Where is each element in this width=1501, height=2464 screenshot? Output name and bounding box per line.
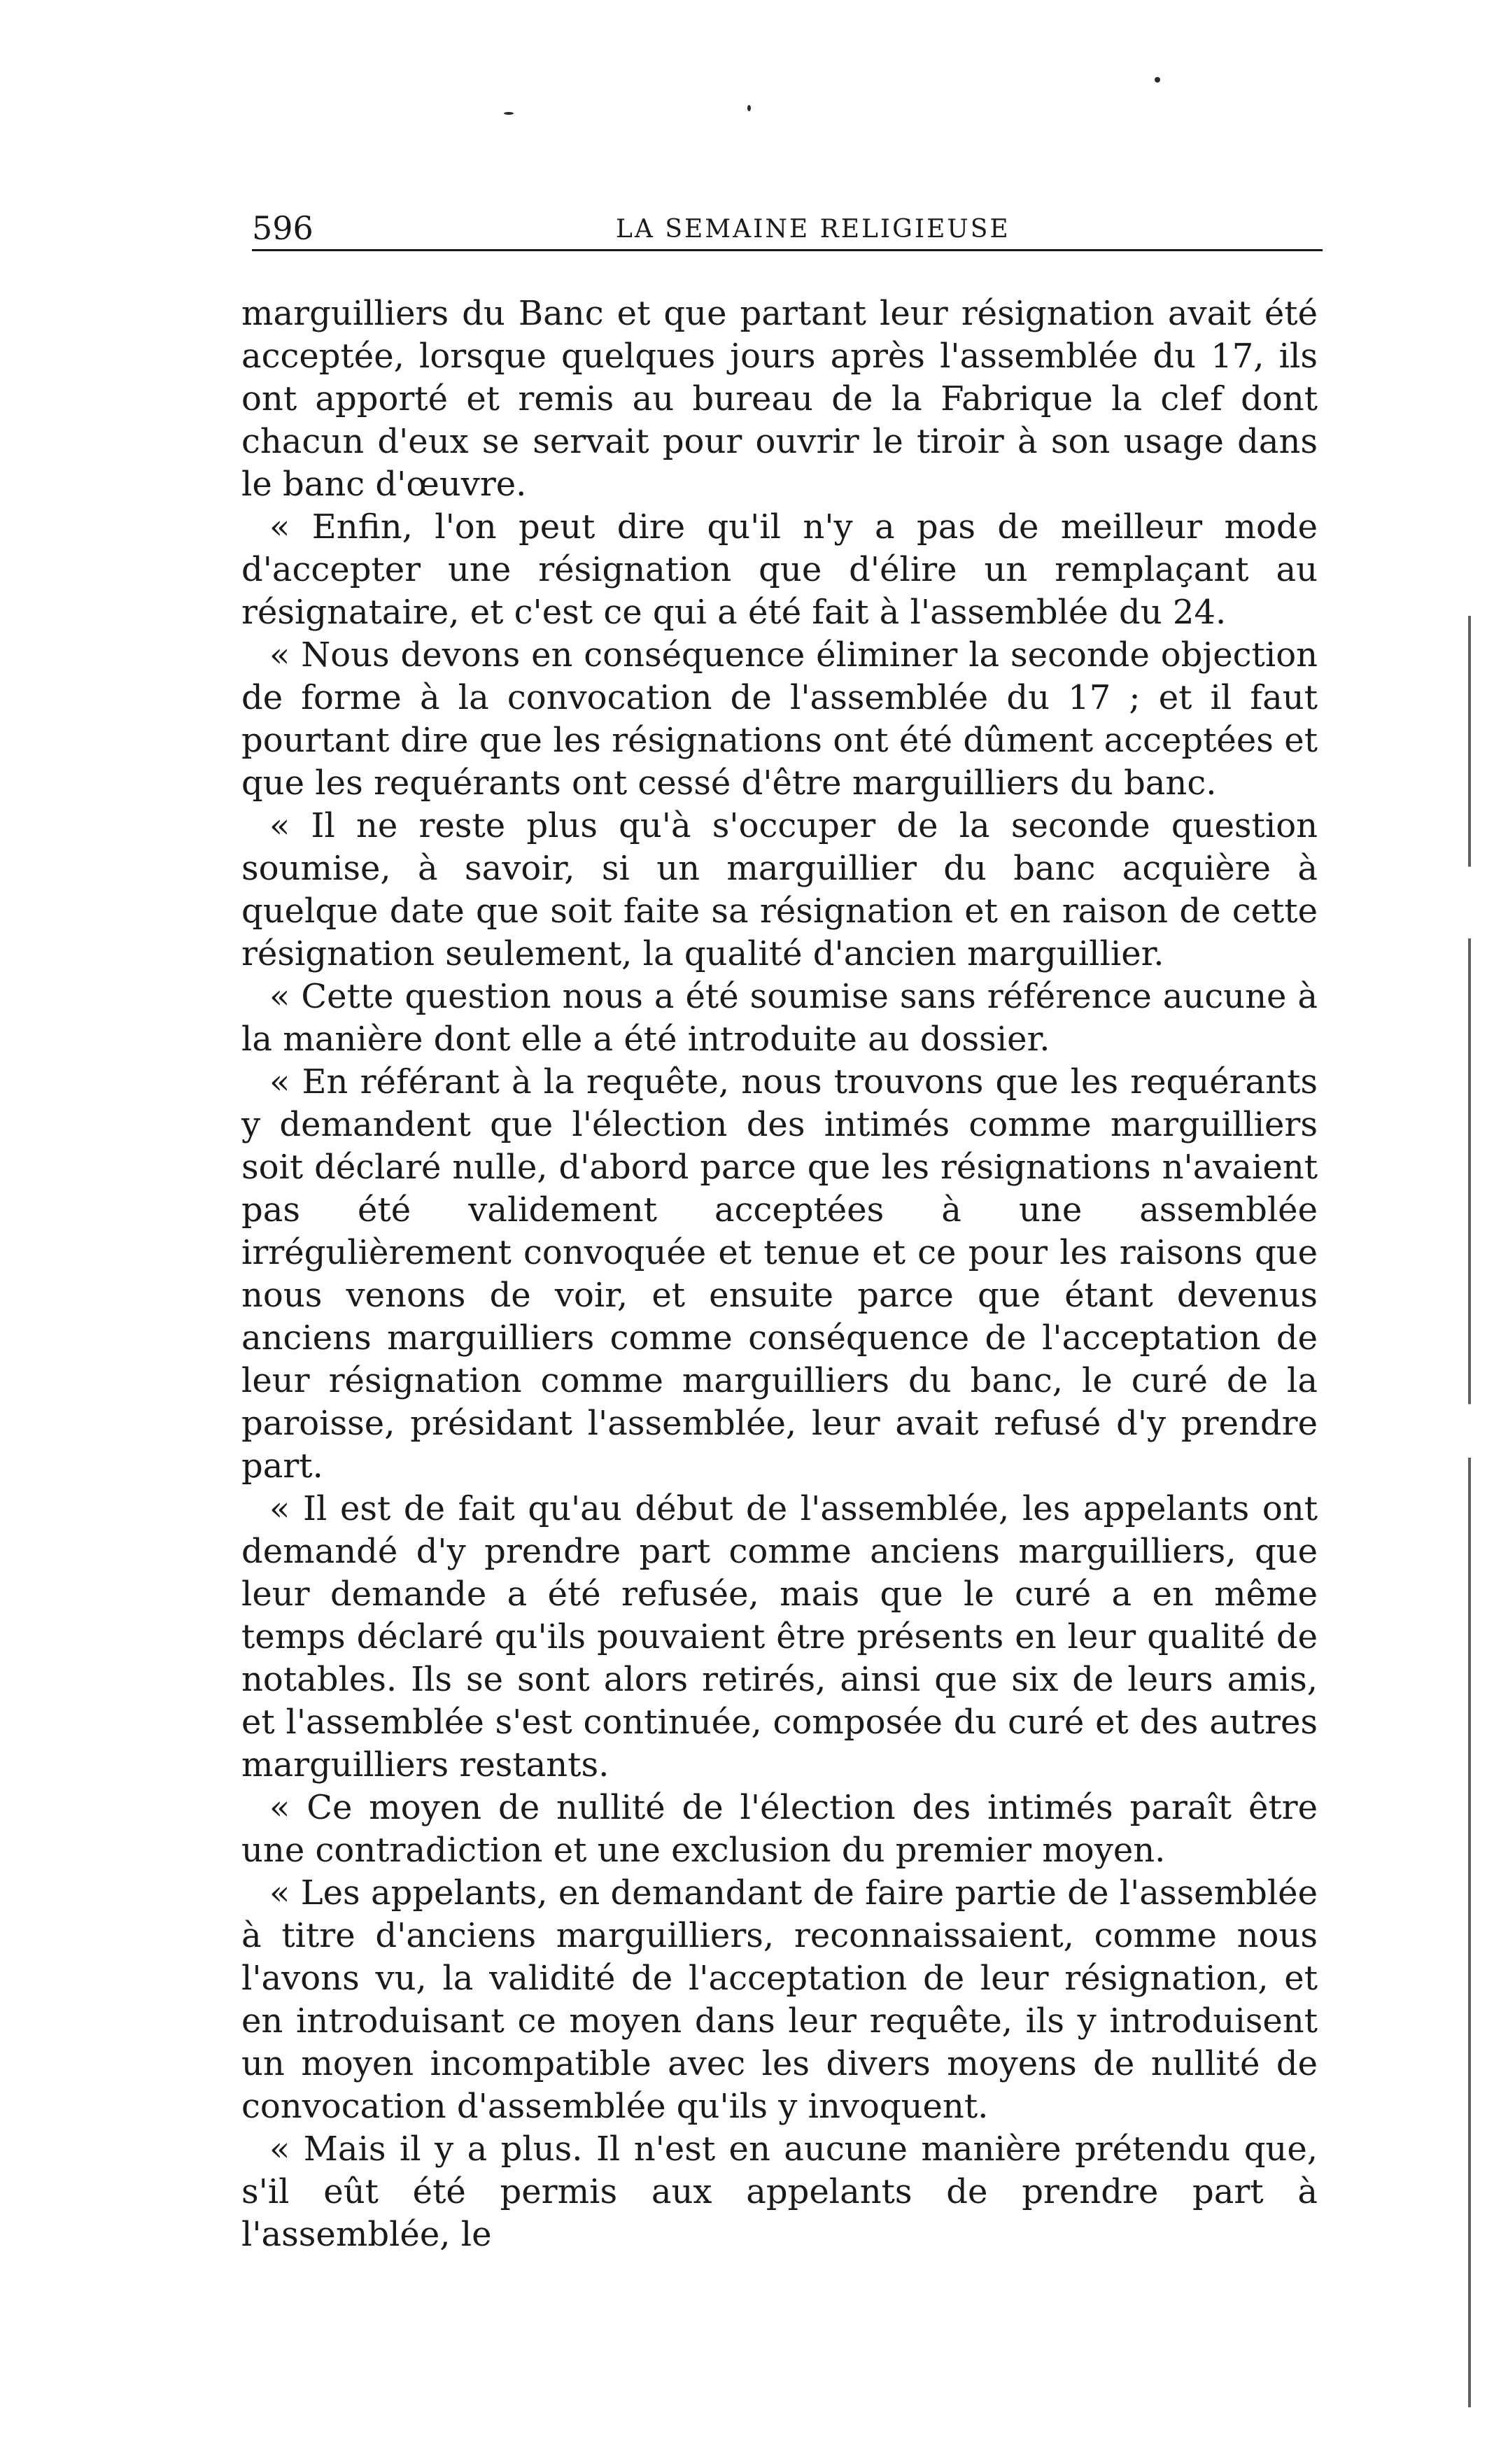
page-number: 596 [252,209,313,247]
running-title: LA SEMAINE RELIGIEUSE [616,215,1010,244]
scan-speck [1155,77,1160,83]
scan-speck [504,112,514,115]
paragraph: « Ce moyen de nullité de l'élection des intimés paraît être une contradiction et une exclusion du premier moyen. [241,1788,1318,1870]
paragraph: « Il ne reste plus qu'à s'occuper de la seconde question soumise, à savoir, si un marguillier du banc acquière à quelque date que soit faite sa résignation et en raison de cette résignation seulement, la qualité d'ancien marguillier. [241,806,1318,973]
scan-speck [747,105,751,111]
paragraph: « Il est de fait qu'au début de l'assemblée, les appelants ont demandé d'y prendre part comme anciens marguilliers, que leur demande a été refusée, mais que le curé a en même temps déclaré qu'ils pouvaient être présents en leur qualité de notables. Ils se sont alors retirés, ainsi que six de leurs amis, et l'assemblée s'est continuée, composée du curé et des autres marguilliers restants. [241,1489,1318,1784]
paragraph: « Cette question nous a été soumise sans référence aucune à la manière dont elle a été introduite au dossier. [241,977,1318,1059]
paragraph: « Les appelants, en demandant de faire partie de l'assemblée à titre d'anciens marguilliers, reconnaissaient, comme nous l'avons vu, la validité de l'acceptation de leur résignation, et en introduisant ce moyen dans leur requête, ils y introduisent un moyen incompatible avec les divers moyens de nullité de convocation d'assemblée qu'ils y invoquent. [241,1873,1318,2126]
paragraph: marguilliers du Banc et que partant leur résignation avait été acceptée, lorsque quelques jours après l'assemblée du 17, ils ont apporté et remis au bureau de la Fabrique la clef dont chacun d'eux se servait pour ouvrir le tiroir à son usage dans le banc d'œuvre. [241,294,1318,504]
paragraph: « Mais il y a plus. Il n'est en aucune manière prétendu que, s'il eût été permis aux appelants de prendre part à l'assemblée, le [241,2129,1318,2254]
paragraph: « Enfin, l'on peut dire qu'il n'y a pas de meilleur mode d'accepter une résignation que d'élire un remplaçant au résignataire, et c'est ce qui a été fait à l'assemblée du 24. [241,507,1318,632]
paragraph: « Nous devons en conséquence éliminer la seconde objection de forme à la convocation de l'assemblée du 17 ; et il faut pourtant dire que les résignations ont été dûment acceptées et que les requérants ont cessé d'être marguilliers du banc. [241,635,1318,803]
page-header [252,207,1323,251]
binding-edge-line [1468,616,1471,2407]
paragraph: « En référant à la requête, nous trouvons que les requérants y demandent que l'élection des intimés comme marguilliers soit déclaré nulle, d'abord parce que les résignations n'avaient pas été validement acceptées à une assemblée irrégulièrement convoquée et tenue et ce pour les raisons que nous venons de voir, et ensuite parce que étant devenus anciens marguilliers comme conséquence de l'acceptation de leur résignation comme marguilliers du banc, le curé de la paroisse, présidant l'assemblée, leur avait refusé d'y prendre part. [241,1062,1318,1486]
body-text [241,293,1318,2256]
